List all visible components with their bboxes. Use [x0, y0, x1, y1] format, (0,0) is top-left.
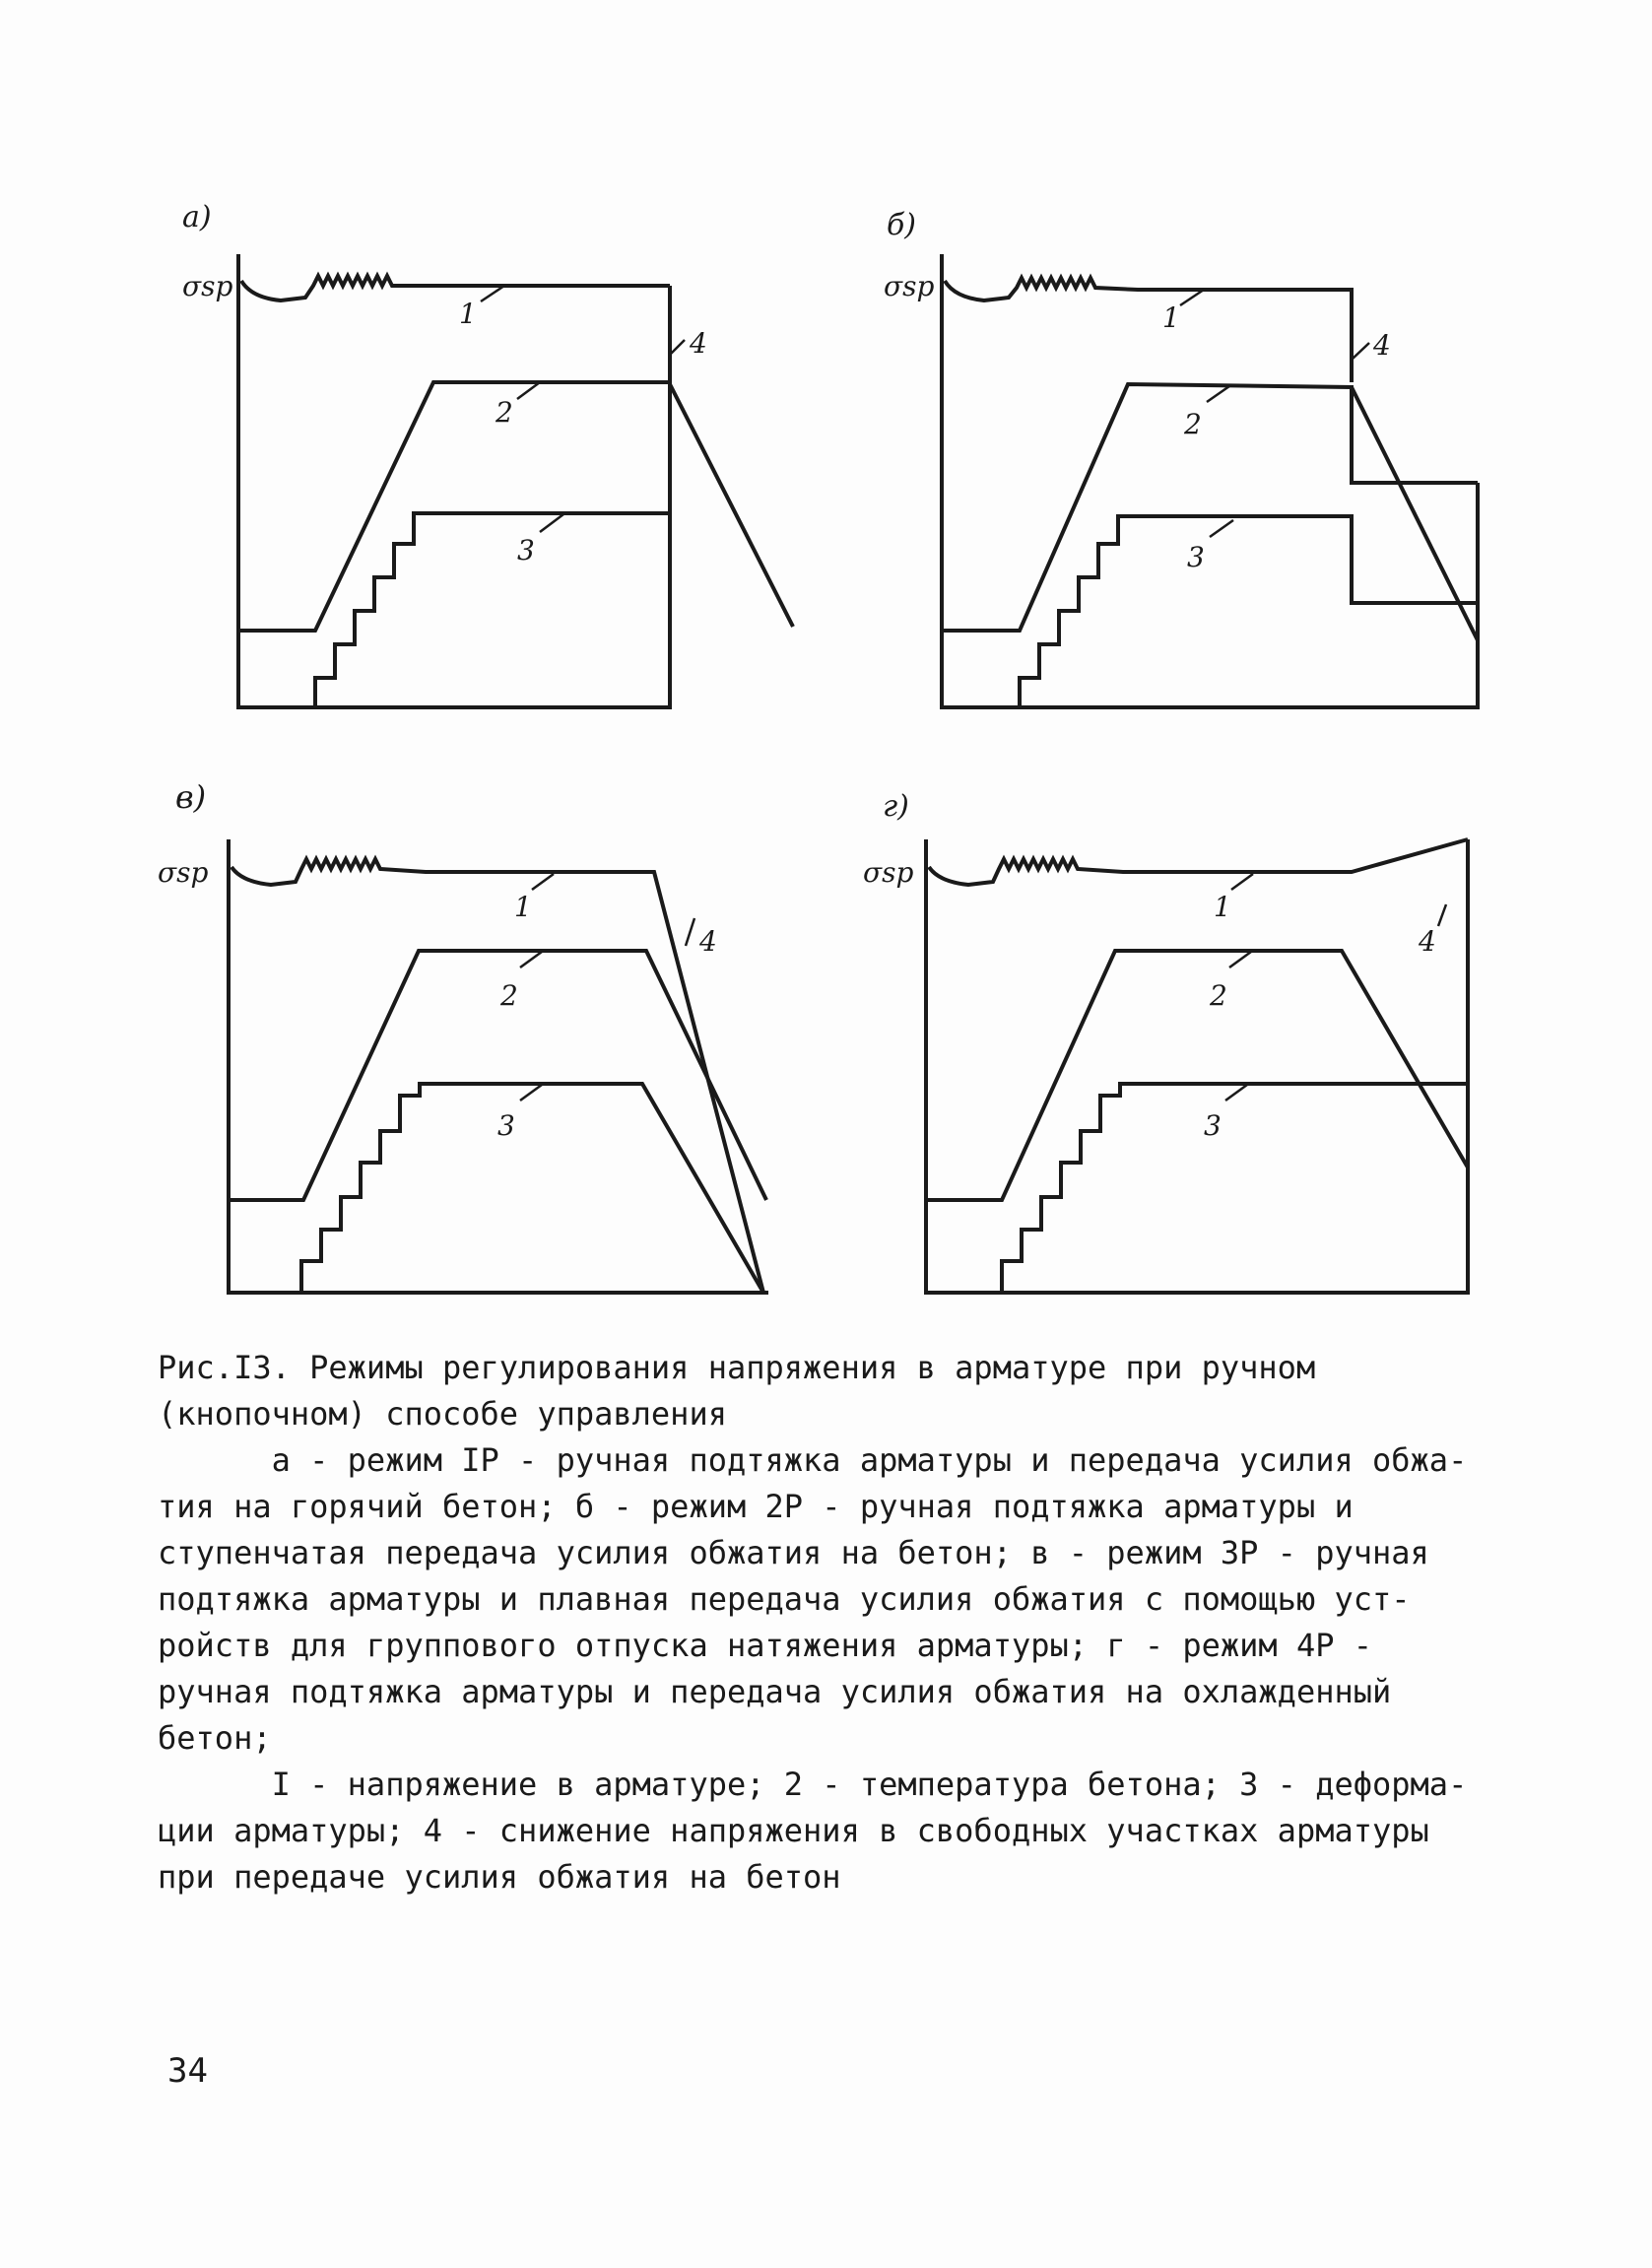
curve-label-2: 2: [500, 979, 518, 1012]
curve-1-stress: [945, 278, 1352, 382]
panel-b-svg: [0, 0, 1652, 749]
leader-4: [1352, 343, 1369, 360]
curve-2-temperature: [926, 951, 1468, 1200]
curve-label-4: 4: [1419, 925, 1436, 958]
curve-label-2: 2: [1210, 979, 1227, 1012]
panel-g-svg: [0, 749, 1652, 1320]
caption-title-line-1: Рис.I3. Режимы регулирования напряжения в арматуре при ручном: [158, 1349, 1316, 1386]
curve-label-3: 3: [1204, 1109, 1222, 1142]
curve-label-4: 4: [1373, 329, 1391, 362]
leader-2: [1229, 952, 1251, 967]
axis-symbol: σsp: [182, 270, 233, 302]
leader-4: [1438, 904, 1446, 926]
curve-3-deformation: [1002, 1084, 1468, 1293]
page-number: 34: [167, 2051, 208, 2091]
axis-symbol: σsp: [884, 270, 935, 302]
curve-label-3: 3: [1187, 541, 1205, 573]
axis-symbol: σsp: [158, 856, 209, 889]
curve-2-temperature: [942, 384, 1478, 631]
leader-1: [1231, 874, 1253, 890]
axis-symbol: σsp: [863, 856, 914, 889]
caption-title-line-2: (кнопочном) способе управления: [158, 1395, 727, 1433]
curve-3-deformation: [1020, 516, 1478, 707]
caption-curve-legend: I - напряжение в арматуре; 2 - температура бетона; 3 - деформа- ции арматуры; 4 - снижение напряжения в свободных участках арматуры при передаче усилия обжатия на бетон: [158, 1766, 1468, 1896]
figure-panel-g: [0, 749, 1652, 1320]
curve-label-3: 3: [517, 534, 535, 567]
curve-label-1: 1: [1162, 301, 1180, 334]
panel-label: в): [175, 778, 207, 816]
curve-1-stress: [929, 839, 1468, 885]
curve-label-4: 4: [699, 925, 717, 958]
caption-mode-list: а - режим IP - ручная подтяжка арматуры и передача усилия обжа- тия на горячий бетон; б - режим 2P - ручная подтяжка арматуры и ступенчатая передача усилия обжатия на бетон; в - режим 3P - ручная подтяжка арматуры и плавная передача усилия обжатия с помощью уст- ройств для группового отпуска натяжения арматуры; г - режим 4P - ручная подтяжка арматуры и передача усилия обжатия на охлажденный бетон;: [158, 1441, 1468, 1757]
curve-label-4: 4: [690, 327, 707, 360]
leader-3: [1210, 520, 1233, 537]
curve-label-2: 2: [1184, 408, 1202, 440]
panel-label: a): [182, 200, 212, 234]
panel-label: б): [887, 208, 917, 242]
figure-caption: [158, 1345, 1517, 1901]
figure-panel-b: [0, 0, 1652, 749]
axes: [926, 839, 1468, 1293]
curve-label-1: 1: [514, 891, 532, 923]
curve-label-3: 3: [497, 1109, 515, 1142]
leader-2: [1207, 386, 1229, 402]
leader-3: [1225, 1085, 1247, 1101]
curve-label-1: 1: [459, 298, 477, 330]
curve-label-1: 1: [1214, 891, 1231, 923]
panel-label: г): [883, 789, 909, 824]
leader-1: [1180, 290, 1204, 305]
curve-label-2: 2: [496, 396, 513, 429]
